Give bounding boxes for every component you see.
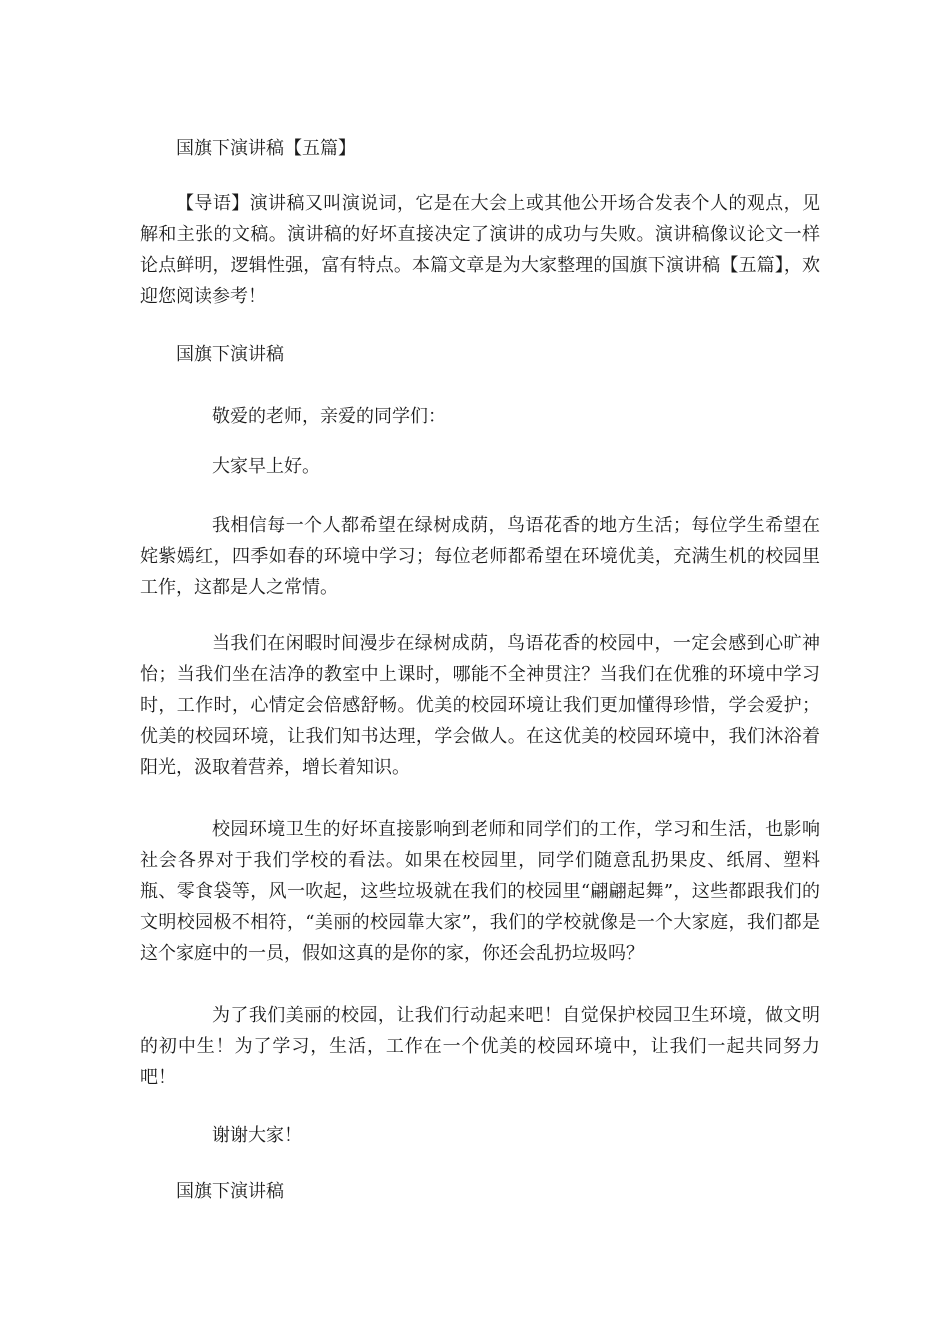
section-heading-1: 国旗下演讲稿 bbox=[176, 344, 284, 365]
body-paragraph-1: 我相信每一个人都希望在绿树成荫，鸟语花香的地方生活；每位学生希望在姹紫嫣红，四季如春的环境中学习；每位老师都希望在环境优美，充满生机的校园里工作，这都是人之常情。 bbox=[140, 515, 820, 598]
morning-line: 大家早上好。 bbox=[212, 456, 320, 477]
body-paragraph-3: 校园环境卫生的好坏直接影响到老师和同学们的工作，学习和生活，也影响社会各界对于我们学校的看法。如果在校园里，同学们随意乱扔果皮、纸屑、塑料瓶、零食袋等，风一吹起，这些垃圾就在我们的校园里“翩翩起舞”，这些都跟我们的文明校园极不相符，“美丽的校园靠大家”，我们的学校就像是一个大家庭，我们都是这个家庭中的一员，假如这真的是你的家，你还会乱扔垃圾吗？ bbox=[140, 819, 820, 964]
section-heading-2: 国旗下演讲稿 bbox=[176, 1181, 284, 1202]
body-paragraph-2: 当我们在闲暇时间漫步在绿树成荫，鸟语花香的校园中，一定会感到心旷神怡；当我们坐在洁净的教室中上课时，哪能不全神贯注？当我们在优雅的环境中学习时，工作时，心情定会倍感舒畅。优美的校园环境让我们更加懂得珍惜，学会爱护；优美的校园环境，让我们知书达理，学会做人。在这优美的校园环境中，我们沐浴着阳光，汲取着营养，增长着知识。 bbox=[140, 633, 820, 778]
body-paragraph-4: 为了我们美丽的校园，让我们行动起来吧！自觉保护校园卫生环境，做文明的初中生！为了学习，生活，工作在一个优美的校园环境中，让我们一起共同努力吧！ bbox=[140, 1005, 820, 1088]
document-title: 国旗下演讲稿【五篇】 bbox=[176, 138, 356, 159]
greeting-line: 敬爱的老师，亲爱的同学们： bbox=[212, 406, 446, 427]
thanks-line: 谢谢大家！ bbox=[212, 1125, 302, 1146]
intro-paragraph: 【导语】演讲稿又叫演说词，它是在大会上或其他公开场合发表个人的观点，见解和主张的文稿。演讲稿的好坏直接决定了演讲的成功与失败。演讲稿像议论文一样论点鲜明，逻辑性强，富有特点。本篇文章是为大家整理的国旗下演讲稿【五篇】，欢迎您阅读参考！ bbox=[140, 193, 820, 307]
